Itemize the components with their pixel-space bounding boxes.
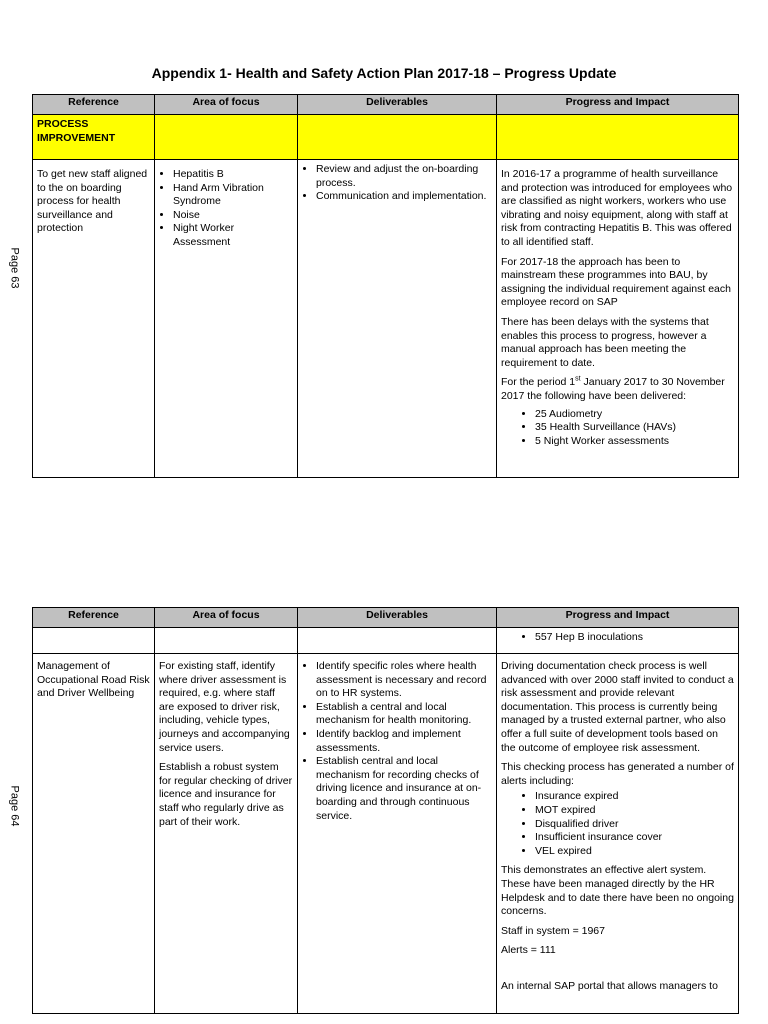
header-progress-and-impact: Progress and Impact (497, 95, 739, 115)
header-reference: Reference (33, 95, 155, 115)
header-deliverables: Deliverables (298, 608, 497, 628)
alerts-list (501, 790, 734, 858)
list-item: • MOT expired (535, 804, 734, 818)
area-paragraph: For existing staff, identify where driver assessment is required, e.g. where staff are exposed to driver risk, including, vehicle types, journeys and accompanying service users. (159, 660, 290, 754)
text-span: January 2017 to 30 November 2017 the following have been delivered: (501, 376, 725, 402)
list-item: • Establish a central and local mechanism for health monitoring. (316, 701, 492, 728)
list-item: • Communication and implementation. (316, 190, 492, 204)
action-plan-table-2 (32, 607, 739, 1014)
list-item: • Establish central and local mechanism for recording checks of driving licence and insurance at on-boarding and through continuous service. (316, 755, 492, 823)
progress-paragraph (501, 376, 734, 403)
table-row (33, 160, 739, 478)
continuation-row (33, 628, 739, 654)
reference-cell: Management of Occupational Road Risk and Driver Wellbeing (33, 654, 155, 1014)
empty-cell (33, 628, 155, 654)
list-item: • Noise (173, 209, 293, 223)
superscript: st (575, 375, 581, 383)
section-cell (155, 115, 298, 160)
page-label-64: Page 64 (8, 785, 21, 827)
header-area-of-focus: Area of focus (155, 95, 298, 115)
list-item: • VEL expired (535, 845, 734, 859)
continued-list (501, 631, 734, 645)
progress-paragraph: An internal SAP portal that allows managers to (501, 979, 718, 992)
list-item: • Hand Arm Vibration Syndrome (173, 182, 293, 209)
area-of-focus-cell (155, 160, 298, 478)
header-deliverables: Deliverables (298, 95, 497, 115)
progress-cell (497, 160, 739, 478)
progress-paragraph: In 2016-17 a programme of health surveillance and protection was introduced for employees who are classified as night workers, workers who use vibrating and noisy equipment, along with staff at risk from contracting Hepatitis B. This was offered to all identified staff. (501, 168, 733, 248)
progress-paragraph: Staff in system = 1967 (501, 924, 605, 937)
header-row (33, 95, 739, 115)
document-title: Appendix 1- Health and Safety Action Plan 2017-18 – Progress Update (151, 65, 617, 81)
deliverables-list (302, 163, 492, 204)
deliverables-cell (298, 160, 497, 478)
list-item: • 5 Night Worker assessments (535, 435, 734, 449)
list-item: • 25 Audiometry (535, 408, 734, 422)
header-row (33, 608, 739, 628)
section-cell (298, 115, 497, 160)
progress-cell (497, 654, 739, 1014)
area-paragraph: Establish a robust system for regular checking of driver licence and insurance for staff who regularly drive as part of their work. (159, 761, 293, 828)
header-progress-and-impact: Progress and Impact (497, 608, 739, 628)
list-item: • Night Worker Assessment (173, 222, 293, 249)
page-label-63: Page 63 (8, 247, 21, 289)
progress-paragraph: For 2017-18 the approach has been to mainstream these programmes into BAU, by assigning the individual requirement against each employee record on SAP (501, 255, 731, 309)
list-item: • Insufficient insurance cover (535, 831, 734, 845)
delivered-list (501, 408, 734, 449)
list-item: • Disqualified driver (535, 818, 734, 832)
section-title: PROCESS IMPROVEMENT (33, 115, 155, 160)
empty-cell (298, 628, 497, 654)
progress-cell (497, 628, 739, 654)
progress-paragraph: This demonstrates an effective alert system. These have been managed directly by the HR Helpdesk and to date there have been no ongoing concerns. (501, 864, 734, 918)
header-reference: Reference (33, 608, 155, 628)
section-cell (497, 115, 739, 160)
list-item: • Identify specific roles where health assessment is necessary and record on to HR systems. (316, 660, 492, 701)
area-list (159, 168, 293, 250)
deliverables-list (302, 660, 492, 823)
text-span: For the period 1 (501, 376, 576, 389)
area-of-focus-cell (155, 654, 298, 1014)
list-item: • Identify backlog and implement assessments. (316, 728, 492, 755)
list-item: • Review and adjust the on-boarding process. (316, 163, 492, 190)
list-item: • 557 Hep B inoculations (535, 631, 734, 645)
section-row (33, 115, 739, 160)
progress-paragraph: Alerts = 111 (501, 944, 556, 957)
progress-paragraph: Driving documentation check process is well advanced with over 2000 staff invited to conduct a risk assessment and provide relevant documentation. This process is currently being managed by a trusted external partner, who also offer a full suite of development tools based on the outcome of employee risk assessment. (501, 660, 734, 754)
empty-cell (155, 628, 298, 654)
table-row (33, 654, 739, 1014)
list-item: • 35 Health Surveillance (HAVs) (535, 421, 734, 435)
reference-cell: To get new staff aligned to the on boarding process for health surveillance and protection (33, 160, 155, 478)
deliverables-cell (298, 654, 497, 1014)
progress-paragraph: There has been delays with the systems that enables this process to progress, however a manual approach has been meeting the requirement to date. (501, 315, 709, 369)
progress-paragraph: This checking process has generated a number of alerts including: (501, 761, 734, 787)
list-item: • Hepatitis B (173, 168, 293, 182)
action-plan-table-1 (32, 94, 739, 478)
list-item: • Insurance expired (535, 790, 734, 804)
header-area-of-focus: Area of focus (155, 608, 298, 628)
